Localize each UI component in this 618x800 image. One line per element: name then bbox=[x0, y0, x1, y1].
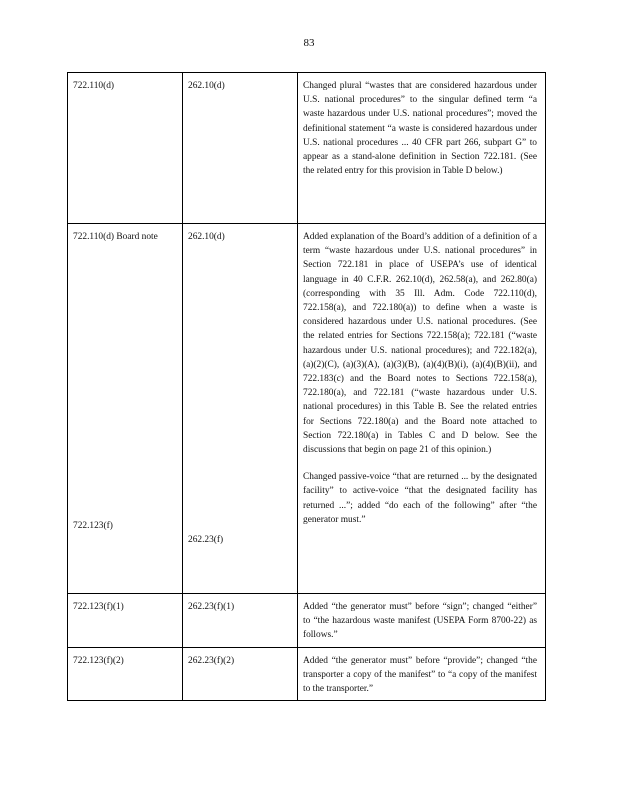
table-row bbox=[68, 594, 546, 648]
illinois-section-text: 722.110(d) Board note bbox=[73, 232, 158, 242]
page-number: 83 bbox=[303, 37, 315, 49]
table-row bbox=[68, 647, 546, 701]
cfr-section-text: 262.10(d) bbox=[188, 232, 225, 242]
change-description-cell bbox=[298, 224, 546, 594]
regulation-comparison-table bbox=[67, 72, 546, 701]
cfr-section-cell: 262.10(d) bbox=[183, 73, 298, 224]
cfr-section-cell bbox=[183, 224, 298, 594]
illinois-section-text: 722.123(f) bbox=[73, 521, 113, 532]
illinois-section-cell: 722.123(f)(2) bbox=[68, 647, 183, 701]
change-description-text: Changed passive-voice “that are returned ... by the designated facility” to active-voice “that the designated facility has returned ...”; added “do each of the following” after “the generator must.” bbox=[303, 472, 537, 525]
table-row bbox=[68, 224, 546, 594]
cfr-section-text: 262.23(f) bbox=[188, 535, 224, 546]
illinois-section-cell: 722.123(f)(1) bbox=[68, 594, 183, 648]
change-description-cell: Added “the generator must” before “sign”; changed “either” to “the hazardous waste manifest (USEPA Form 8700-22) as follows.” bbox=[298, 594, 546, 648]
change-description-text: Added explanation of the Board’s addition of a definition of a term “waste hazardous under U.S. national procedures” in Section 722.181 in place of USEPA’s use of identical language in 40 C.F.R. 262.10(d), 262.58(a), and 262.80(a) (corresponding with 35 Ill. Adm. Code 722.110(d), 722.158(a), and 722.180(a)) to define when a waste is considered hazardous under U.S. national procedures. (See the related entries for Sections 722.158(a); 722.181 (“waste hazardous under U.S. national procedures); and 722.182(a), (a)(2)(C), (a)(3)(A), (a)(3)(B), (a)(4)(B)(i), (a)(4)(B)(ii), and 722.183(c) and the Board notes to Sections 722.158(a), 722.180(a), and 722.181 (“waste hazardous under U.S. national procedures) in this Table B. See the related entries for Sections 722.180(a) and the Board note attached to Section 722.180(a) in Tables C and D below. See the discussions that begin on page 21 of this opinion.) bbox=[303, 232, 537, 456]
cfr-section-cell: 262.23(f)(1) bbox=[183, 594, 298, 648]
cfr-section-cell: 262.23(f)(2) bbox=[183, 647, 298, 701]
change-description-cell: Added “the generator must” before “provide”; changed “the transporter a copy of the manifest” to “a copy of the manifest to the transporter.” bbox=[298, 647, 546, 701]
table-row bbox=[68, 73, 546, 224]
illinois-section-cell bbox=[68, 224, 183, 594]
illinois-section-cell: 722.110(d) bbox=[68, 73, 183, 224]
change-description-cell: Changed plural “wastes that are considered hazardous under U.S. national procedures” to the singular defined term “a waste hazardous under U.S. national procedures”; moved the definitional statement “a waste is considered hazardous under U.S. national procedures ... 40 CFR part 266, subpart G” to appear as a stand-alone definition in Section 722.181. (See the related entry for this provision in Table D below.) bbox=[298, 73, 546, 224]
